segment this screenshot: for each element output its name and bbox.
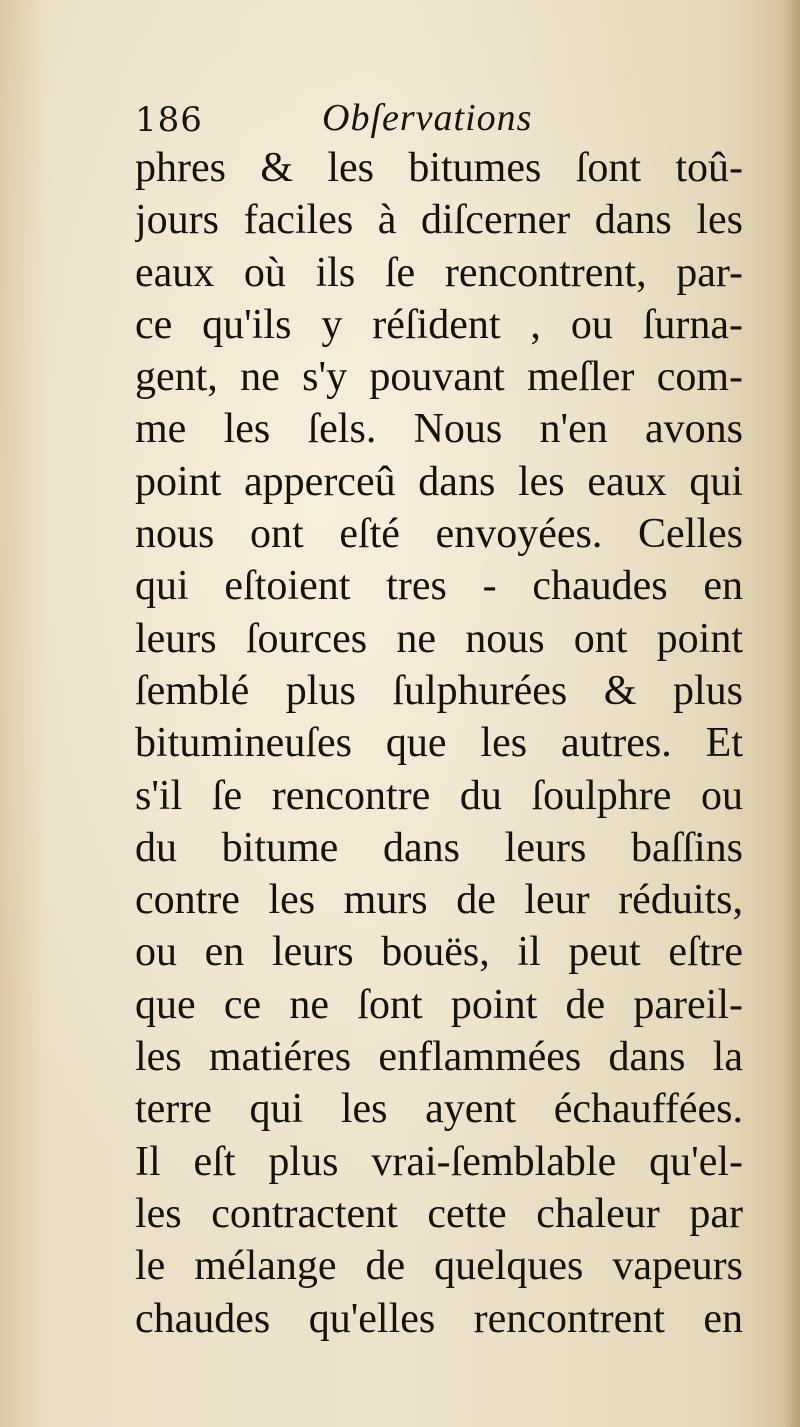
text-line: que ce ne ſont point de pareil- (135, 981, 743, 1028)
text-line: du bitume dans leurs baſſins (135, 824, 743, 871)
text-line: chaudes qu'elles rencontrent en (135, 1295, 743, 1342)
text-line: le mélange de quelques vapeurs (135, 1243, 743, 1290)
text-line: les matiéres enflammées dans la (135, 1034, 743, 1081)
text-line: s'il ſe rencontre du ſoulphre ou (135, 772, 743, 819)
text-line: ou en leurs bouës, il peut eſtre (135, 929, 743, 976)
text-line: point apperceû dans les eaux qui (135, 458, 743, 505)
text-line: nous ont eſté envoyées. Celles (135, 511, 743, 558)
text-line: leurs ſources ne nous ont point (135, 615, 743, 662)
text-line: jours faciles à diſcerner dans les (135, 197, 743, 244)
text-line: me les ſels. Nous n'en avons (135, 406, 743, 453)
text-line: phres & les bitumes ſont toû- (135, 145, 743, 191)
body-text (135, 142, 743, 1345)
running-title: Obſervations (322, 97, 533, 139)
text-line: terre qui les ayent échauffées. (135, 1086, 743, 1133)
text-line: qui eſtoient tres - chaudes en (135, 563, 743, 610)
text-line: bitumineuſes que les autres. Et (135, 720, 743, 767)
text-line: ce qu'ils y réſident , ou ſurna- (135, 301, 743, 348)
page-number: 186 (135, 100, 203, 140)
text-line: Il eſt plus vrai-ſemblable qu'el- (135, 1138, 743, 1185)
text-line: gent, ne s'y pouvant meſler com- (135, 354, 743, 401)
text-line: eaux où ils ſe rencontrent, par- (135, 249, 743, 296)
text-line: ſemblé plus ſulphurées & plus (135, 667, 743, 714)
text-line: les contractent cette chaleur par (135, 1190, 743, 1237)
text-line: contre les murs de leur réduits, (135, 877, 743, 924)
